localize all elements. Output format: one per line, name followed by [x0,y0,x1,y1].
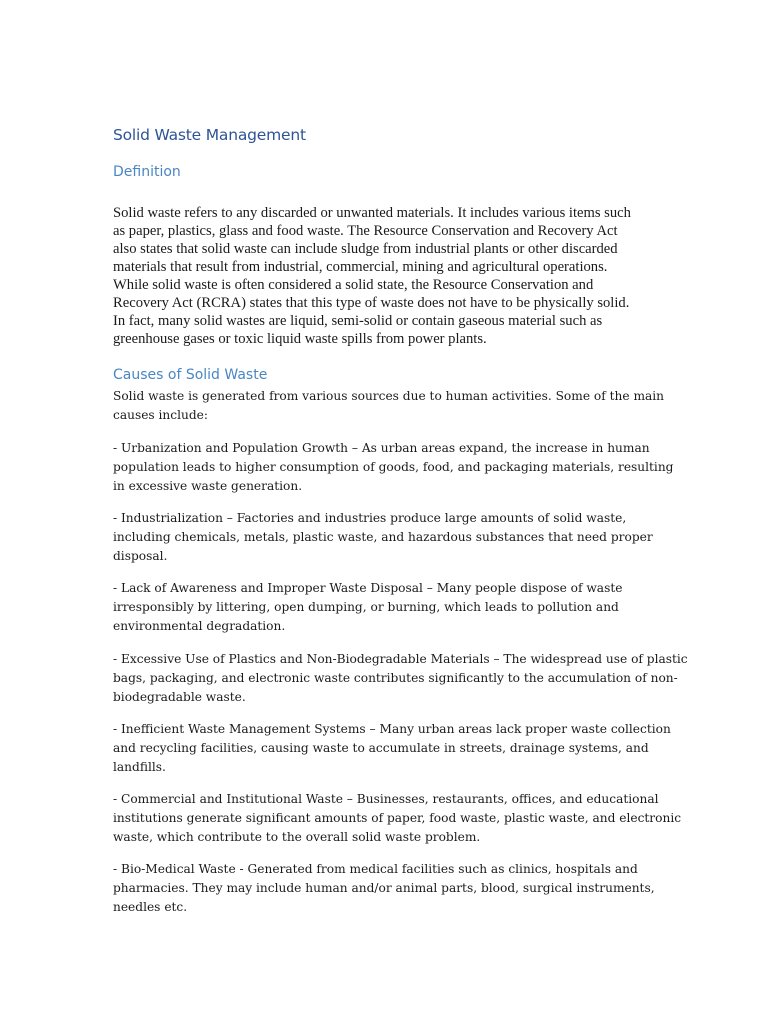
paragraph-line: causes include: [113,408,208,422]
paragraph-line: pharmacies. They may include human and/or animal parts, blood, surgical instruments, [113,881,655,895]
paragraph-line: needles etc. [113,900,188,914]
paragraph-line: greenhouse gases or toxic liquid waste spills from power plants. [113,331,487,347]
paragraph-line: - Excessive Use of Plastics and Non-Biodegradable Materials – The widespread use of plastic [113,652,688,666]
paragraph-line: and recycling facilities, causing waste to accumulate in streets, drainage systems, and [113,741,649,755]
paragraph-line: - Urbanization and Population Growth – As urban areas expand, the increase in human [113,441,650,455]
paragraph-line: population leads to higher consumption of goods, food, and packaging materials, resulting [113,460,674,474]
paragraph-line: - Bio-Medical Waste - Generated from medical facilities such as clinics, hospitals and [113,862,638,876]
definition-heading: Definition [113,164,181,180]
paragraph-line: - Inefficient Waste Management Systems – Many urban areas lack proper waste collection [113,722,671,736]
paragraph-line: institutions generate significant amounts of paper, food waste, plastic waste, and electronic [113,811,682,825]
paragraph-line: Solid waste refers to any discarded or unwanted materials. It includes various items such [113,205,631,221]
paragraph-line: including chemicals, metals, plastic waste, and hazardous substances that need proper [113,530,653,544]
paragraph-line: also states that solid waste can include sludge from industrial plants or other discarded [113,241,618,257]
paragraph-line: - Industrialization – Factories and industries produce large amounts of solid waste, [113,511,627,525]
paragraph-line: Recovery Act (RCRA) states that this type of waste does not have to be physically solid. [113,295,630,311]
paragraph-line: environmental degradation. [113,619,286,633]
document-title: Solid Waste Management [113,126,306,144]
paragraph-line: While solid waste is often considered a solid state, the Resource Conservation and [113,277,594,293]
paragraph-line: as paper, plastics, glass and food waste. The Resource Conservation and Recovery Act [113,223,618,239]
paragraph-line: irresponsibly by littering, open dumping, or burning, which leads to pollution and [113,600,619,614]
paragraph-line: landfills. [113,760,166,774]
paragraph-line: In fact, many solid wastes are liquid, semi-solid or contain gaseous material such as [113,313,603,329]
paragraph-line: Solid waste is generated from various sources due to human activities. Some of the main [113,389,665,403]
paragraph-line: - Commercial and Institutional Waste – Businesses, restaurants, offices, and educational [113,792,659,806]
causes-heading: Causes of Solid Waste [113,367,268,383]
paragraph-line: bags, packaging, and electronic waste contributes significantly to the accumulation of non- [113,671,678,685]
paragraph-line: waste, which contribute to the overall solid waste problem. [113,830,481,844]
paragraph-line: disposal. [113,549,168,563]
paragraph-line: biodegradable waste. [113,690,246,704]
paragraph-line: in excessive waste generation. [113,479,303,493]
paragraph-line: materials that result from industrial, commercial, mining and agricultural operations. [113,259,608,275]
paragraph-line: - Lack of Awareness and Improper Waste Disposal – Many people dispose of waste [113,581,623,595]
